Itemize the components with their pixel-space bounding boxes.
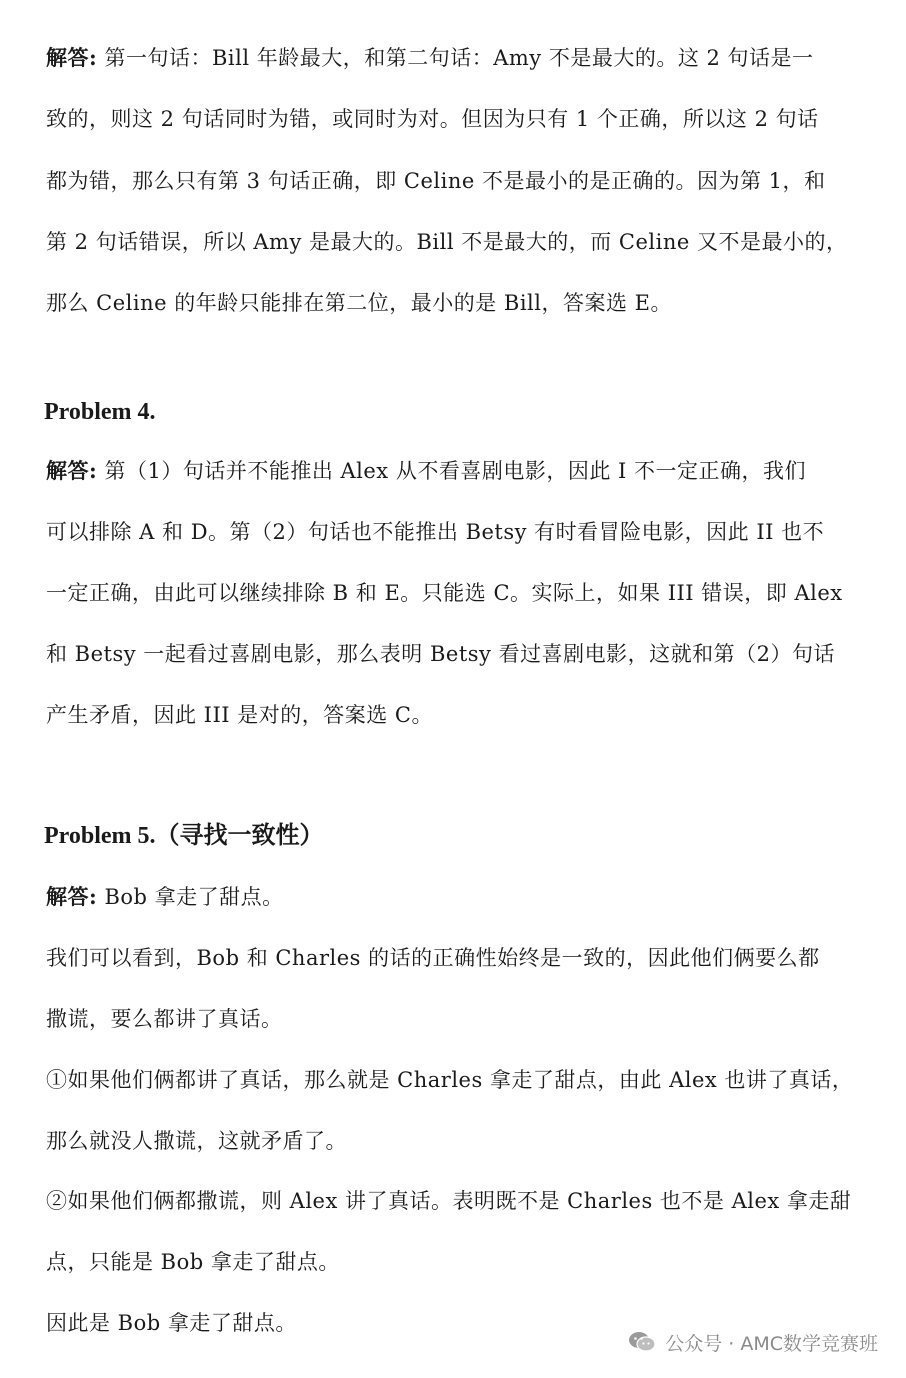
p5-solution-line-1: 我们可以看到，Bob 和 Charles 的话的正确性始终是一致的，因此他们俩要么都 (46, 946, 820, 970)
problem-5-title: Problem 5.（寻找一致性） (44, 823, 324, 849)
p4-solution-line-5: 产生矛盾，因此 III 是对的，答案选 C。 (46, 703, 433, 727)
watermark-text: 公众号 · AMC数学竞赛班 (665, 1332, 878, 1355)
problem-4-title: Problem 4. (44, 399, 156, 425)
p3-solution-line-3: 都为错，那么只有第 3 句话正确，即 Celine 不是最小的是正确的。因为第 1，和 (46, 169, 826, 193)
p3-solution-line-5: 那么 Celine 的年龄只能排在第二位，最小的是 Bill，答案选 E。 (46, 291, 672, 315)
p4-solution-line-3: 一定正确，由此可以继续排除 B 和 E。只能选 C。实际上，如果 III 错误，即 Alex (46, 581, 843, 605)
p3-line-1-text: 第一句话：Bill 年龄最大，和第二句话：Amy 不是最大的。这 2 句话是一 (104, 46, 814, 70)
p5-answer-line (46, 882, 284, 912)
p3-solution-line-2: 致的，则这 2 句话同时为错，或同时为对。但因为只有 1 个正确，所以这 2 句话 (46, 107, 819, 131)
p5-solution-line-4: 那么就没人撒谎，这就矛盾了。 (46, 1129, 347, 1153)
p5-answer-label: 解答: (46, 884, 98, 909)
p4-answer-label: 解答: (46, 458, 98, 483)
p5-solution-line-7: 因此是 Bob 拿走了甜点。 (46, 1311, 297, 1335)
p4-line-1-text: 第（1）句话并不能推出 Alex 从不看喜剧电影，因此 I 不一定正确，我们 (104, 459, 806, 483)
p3-solution-line-4: 第 2 句话错误，所以 Amy 是最大的。Bill 不是最大的，而 Celine 又不是最小的， (46, 230, 848, 254)
p3-solution-line-1 (46, 43, 814, 73)
p5-answer-text: Bob 拿走了甜点。 (104, 885, 284, 909)
p4-solution-line-4: 和 Betsy 一起看过喜剧电影，那么表明 Betsy 看过喜剧电影，这就和第（2）句话 (46, 642, 835, 666)
p5-solution-line-2: 撒谎，要么都讲了真话。 (46, 1007, 283, 1031)
wechat-icon (627, 1330, 657, 1354)
p5-solution-line-6: 点，只能是 Bob 拿走了甜点。 (46, 1250, 340, 1274)
p4-solution-line-2: 可以排除 A 和 D。第（2）句话也不能推出 Betsy 有时看冒险电影，因此 II 也不 (46, 520, 825, 544)
p4-solution-line-1 (46, 456, 806, 486)
p5-solution-line-5: ②如果他们俩都撒谎，则 Alex 讲了真话。表明既不是 Charles 也不是 Alex 拿走甜 (46, 1189, 852, 1213)
watermark (627, 1326, 878, 1358)
p3-answer-label: 解答: (46, 45, 98, 70)
p5-solution-line-3: ①如果他们俩都讲了真话，那么就是 Charles 拿走了甜点，由此 Alex 也讲了真话， (46, 1068, 854, 1092)
